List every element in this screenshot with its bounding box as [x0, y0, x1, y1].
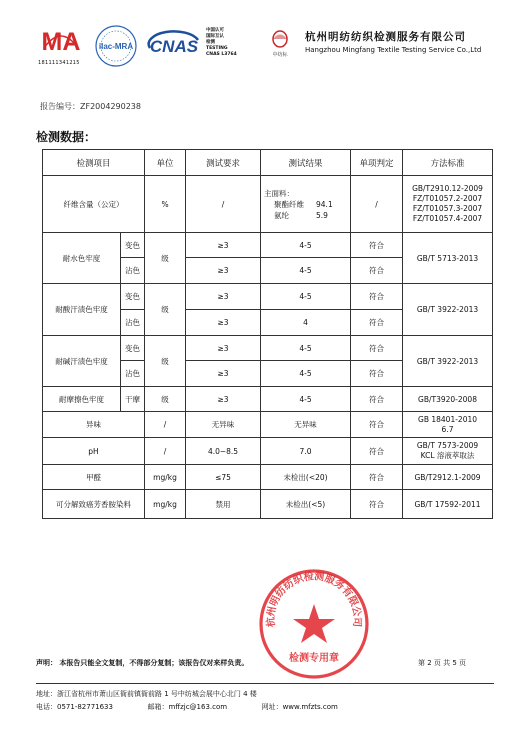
footer-divider [36, 683, 494, 684]
cell-result: 未检出(<5) [261, 490, 351, 519]
cell-standard: GB/T 5713-2013 [403, 233, 493, 284]
result-fabric-title: 主面料： [264, 188, 295, 198]
result-line [264, 210, 349, 221]
cell-standard: GB/T 17592-2011 [403, 490, 493, 519]
table-row-odor [43, 412, 493, 438]
table-row-acid-1 [43, 284, 493, 310]
cell-requirement: 禁用 [186, 490, 261, 519]
mingfang-logo-icon [268, 30, 292, 58]
cell-subitem: 变色 [121, 233, 145, 258]
cell-requirement: ≥3 [186, 361, 261, 387]
report-number: 报告编号：ZF2004290238 [40, 102, 141, 111]
cell-judgement: 符合 [351, 412, 403, 438]
footer-contact [36, 702, 338, 712]
cell-result: 未检出(<20) [261, 465, 351, 490]
cell-unit: % [145, 176, 186, 233]
page-number: 第 2 页 共 5 页 [418, 659, 467, 667]
cell-standard [403, 438, 493, 465]
col-header-item: 检测项目 [43, 150, 145, 176]
cell-requirement: ≥3 [186, 258, 261, 284]
cell-unit: 级 [145, 387, 186, 412]
cell-subitem: 沾色 [121, 258, 145, 284]
cnas-side-line: TESTING [206, 46, 228, 51]
cell-item: 纤维含量（公定） [43, 176, 145, 233]
cell-result: 7.0 [261, 438, 351, 465]
standard-line: FZ/T01057.2-2007 [412, 194, 483, 203]
cell-requirement: ≥3 [186, 387, 261, 412]
result-line [264, 199, 349, 210]
cell-standard: GB/T3920-2008 [403, 387, 493, 412]
table-row-alkali-1 [43, 336, 493, 361]
cell-standard: GB/T 3922-2013 [403, 284, 493, 336]
cell-item: pH [43, 438, 145, 465]
company-name-en: Hangzhou Mingfang Textile Testing Service Co.,Ltd [305, 46, 482, 54]
cnas-side-line: CNAS L3764 [206, 52, 237, 57]
standard-line: GB 18401-2010 [418, 414, 478, 424]
table-row-rubbing [43, 387, 493, 412]
mf-logo-text: 中纺标 [272, 52, 288, 58]
cell-requirement: ≥3 [186, 310, 261, 336]
cell-judgement: 符合 [351, 465, 403, 490]
fiber-name: 氨纶 [274, 210, 290, 220]
cell-unit: / [145, 412, 186, 438]
table-row-water-1 [43, 233, 493, 258]
standard-line: GB/T2910.12-2009 [412, 184, 483, 193]
cell-item: 可分解致癌芳香胺染料 [43, 490, 145, 519]
cell-item: 异味 [43, 412, 145, 438]
cnas-side-line: 检测 [206, 40, 215, 45]
cell-result: 4-5 [261, 233, 351, 258]
cnas-side-line: 国际互认 [206, 34, 224, 39]
cma-cert-number: 181111341215 [38, 60, 80, 66]
cell-judgement: 符合 [351, 490, 403, 519]
col-header-unit: 单位 [145, 150, 186, 176]
table-row-fiber [43, 176, 493, 233]
seal-inner-text: 检测专用章 [289, 653, 339, 664]
cell-judgement: / [351, 176, 403, 233]
standard-line: KCL 溶液萃取法 [420, 451, 475, 460]
cell-result [261, 176, 351, 233]
ilac-logo-text: ilac-MRA [98, 42, 134, 51]
cell-unit: 级 [145, 284, 186, 336]
cell-subitem: 干摩 [121, 387, 145, 412]
col-header-judgement: 单项判定 [351, 150, 403, 176]
ilac-mra-logo [94, 24, 138, 68]
cell-item: 耐摩擦色牢度 [43, 387, 121, 412]
cell-result: 4-5 [261, 258, 351, 284]
cell-result: 4-5 [261, 387, 351, 412]
cell-item: 甲醛 [43, 465, 145, 490]
cell-result: 4 [261, 310, 351, 336]
section-title: 检测数据： [36, 130, 97, 144]
cell-unit: mg/kg [145, 465, 186, 490]
ma-logo-text: MA [41, 28, 81, 54]
cell-unit: / [145, 438, 186, 465]
table-row-azo-dyes [43, 490, 493, 519]
cell-standard [403, 176, 493, 233]
testing-seal-stamp [258, 568, 370, 680]
cell-subitem: 沾色 [121, 361, 145, 387]
footer-address: 地址：浙江省杭州市萧山区衙前镇衙前路 1 号中纺城会展中心北门 4 楼 [36, 690, 257, 698]
cell-unit: 级 [145, 233, 186, 284]
cell-result: 4-5 [261, 336, 351, 361]
table-row-formaldehyde [43, 465, 493, 490]
cell-judgement: 符合 [351, 258, 403, 284]
cell-item: 耐酸汗渍色牢度 [43, 284, 121, 336]
cell-subitem: 变色 [121, 336, 145, 361]
cell-judgement: 符合 [351, 387, 403, 412]
cell-judgement: 符合 [351, 233, 403, 258]
table-row-ph [43, 438, 493, 465]
footer-email: 邮箱：mffzjc@163.com [147, 703, 228, 711]
cell-subitem: 变色 [121, 284, 145, 310]
cell-result: 无异味 [261, 412, 351, 438]
cell-requirement: ≥3 [186, 233, 261, 258]
cell-requirement: ≥3 [186, 284, 261, 310]
col-header-result: 测试结果 [261, 150, 351, 176]
standard-line: FZ/T01057.3-2007 [412, 204, 483, 213]
cell-judgement: 符合 [351, 284, 403, 310]
footer-website: 网址：www.mfzts.com [261, 703, 338, 711]
cell-standard [403, 412, 493, 438]
cell-item: 耐水色牢度 [43, 233, 121, 284]
standard-line: 6.7 [441, 424, 454, 434]
cnas-side-line: 中国认可 [206, 28, 224, 33]
cell-result: 4-5 [261, 284, 351, 310]
fiber-value: 5.9 [316, 210, 328, 220]
cell-unit: 级 [145, 336, 186, 387]
fiber-value: 94.1 [316, 199, 333, 209]
cell-standard: GB/T2912.1-2009 [403, 465, 493, 490]
col-header-requirement: 测试要求 [186, 150, 261, 176]
cnas-logo [146, 30, 202, 60]
col-header-standard: 方法标准 [403, 150, 493, 176]
footer-phone: 电话：0571-82771633 [36, 703, 113, 711]
standard-line: FZ/T01057.4-2007 [412, 214, 483, 223]
test-results-table [42, 149, 493, 519]
cell-item: 耐碱汗渍色牢度 [43, 336, 121, 387]
cell-subitem: 沾色 [121, 310, 145, 336]
cell-requirement: 4.0~8.5 [186, 438, 261, 465]
cell-requirement: ≥3 [186, 336, 261, 361]
cell-requirement: ≤75 [186, 465, 261, 490]
cell-standard: GB/T 3922-2013 [403, 336, 493, 387]
cell-judgement: 符合 [351, 438, 403, 465]
cell-requirement: / [186, 176, 261, 233]
seal-outer-text: 杭州明纺纺织检测服务有限公司 [265, 571, 363, 628]
table-header-row [43, 150, 493, 176]
cell-unit: mg/kg [145, 490, 186, 519]
cnas-logo-text: CNAS [149, 37, 199, 56]
cell-result: 4-5 [261, 361, 351, 387]
company-name-cn: 杭州明纺纺织检测服务有限公司 [305, 31, 466, 43]
cnas-side-text [206, 28, 237, 58]
cell-judgement: 符合 [351, 310, 403, 336]
cell-requirement: 无异味 [186, 412, 261, 438]
footer-disclaimer: 声明： 本报告只能全文复制，不得部分复制；该报告仅对来样负责。 [36, 659, 249, 667]
standard-line: GB/T 7573-2009 [416, 441, 479, 450]
cell-judgement: 符合 [351, 361, 403, 387]
fiber-name: 聚酯纤维 [274, 199, 305, 209]
cma-logo [38, 26, 84, 54]
cell-judgement: 符合 [351, 336, 403, 361]
